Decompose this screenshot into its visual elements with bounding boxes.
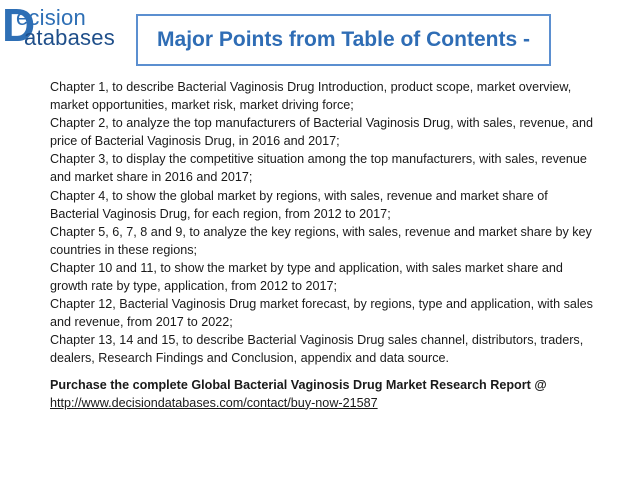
chapter-13-15-text: Chapter 13, 14 and 15, to describe Bacterial Vaginosis Drug sales channel, distributors, traders, dealers, Research Findings and Conclusion, appendix and data source. bbox=[50, 333, 584, 366]
chapter-10-11-text: Chapter 10 and 11, to show the market by type and application, with sales market share and growth rate by type, application, from 2012 to 2017; bbox=[50, 260, 563, 294]
title-box bbox=[136, 14, 551, 66]
logo-text-databases: atabases bbox=[24, 25, 115, 50]
logo-letter-d: D bbox=[2, 0, 36, 51]
purchase-link[interactable]: http://www.decisiondatabases.com/contact/buy-now-21587 bbox=[50, 395, 378, 410]
chapter-1-text: Chapter 1, to describe Bacterial Vaginosis Drug Introduction, product scope, market overview, market opportunities, market risk, market driving force; bbox=[50, 80, 572, 113]
chapter-3-text: Chapter 3, to display the competitive situation among the top manufacturers, with sales, revenue and market share in 2016 and 2017; bbox=[50, 152, 587, 185]
chapter-2-text: Chapter 2, to analyze the top manufacturers of Bacterial Vaginosis Drug, with sales, revenue, and price of Bacterial Vaginosis Drug, in 2016 and 2017; bbox=[50, 116, 593, 149]
company-logo bbox=[2, 0, 134, 52]
spacer bbox=[50, 368, 598, 376]
chapter-4-text: Chapter 4, to show the global market by regions, with sales, revenue and market share of Bacterial Vaginosis Drug, for each region, from 2012 to 2017; bbox=[50, 188, 548, 221]
logo-text-decision: ecision bbox=[16, 5, 86, 30]
table-of-contents bbox=[50, 78, 598, 412]
chapter-12-text: Chapter 12, Bacterial Vaginosis Drug market forecast, by regions, type and application, with sales and revenue, from 2017 to 2022; bbox=[50, 297, 593, 330]
chapter-5-9-text: Chapter 5, 6, 7, 8 and 9, to analyze the key regions, with sales, revenue and market share by key countries in these regions; bbox=[50, 224, 592, 257]
page-title: Major Points from Table of Contents - bbox=[157, 28, 530, 51]
purchase-text: Purchase the complete Global Bacterial Vaginosis Drug Market Research Report @ bbox=[50, 377, 547, 392]
